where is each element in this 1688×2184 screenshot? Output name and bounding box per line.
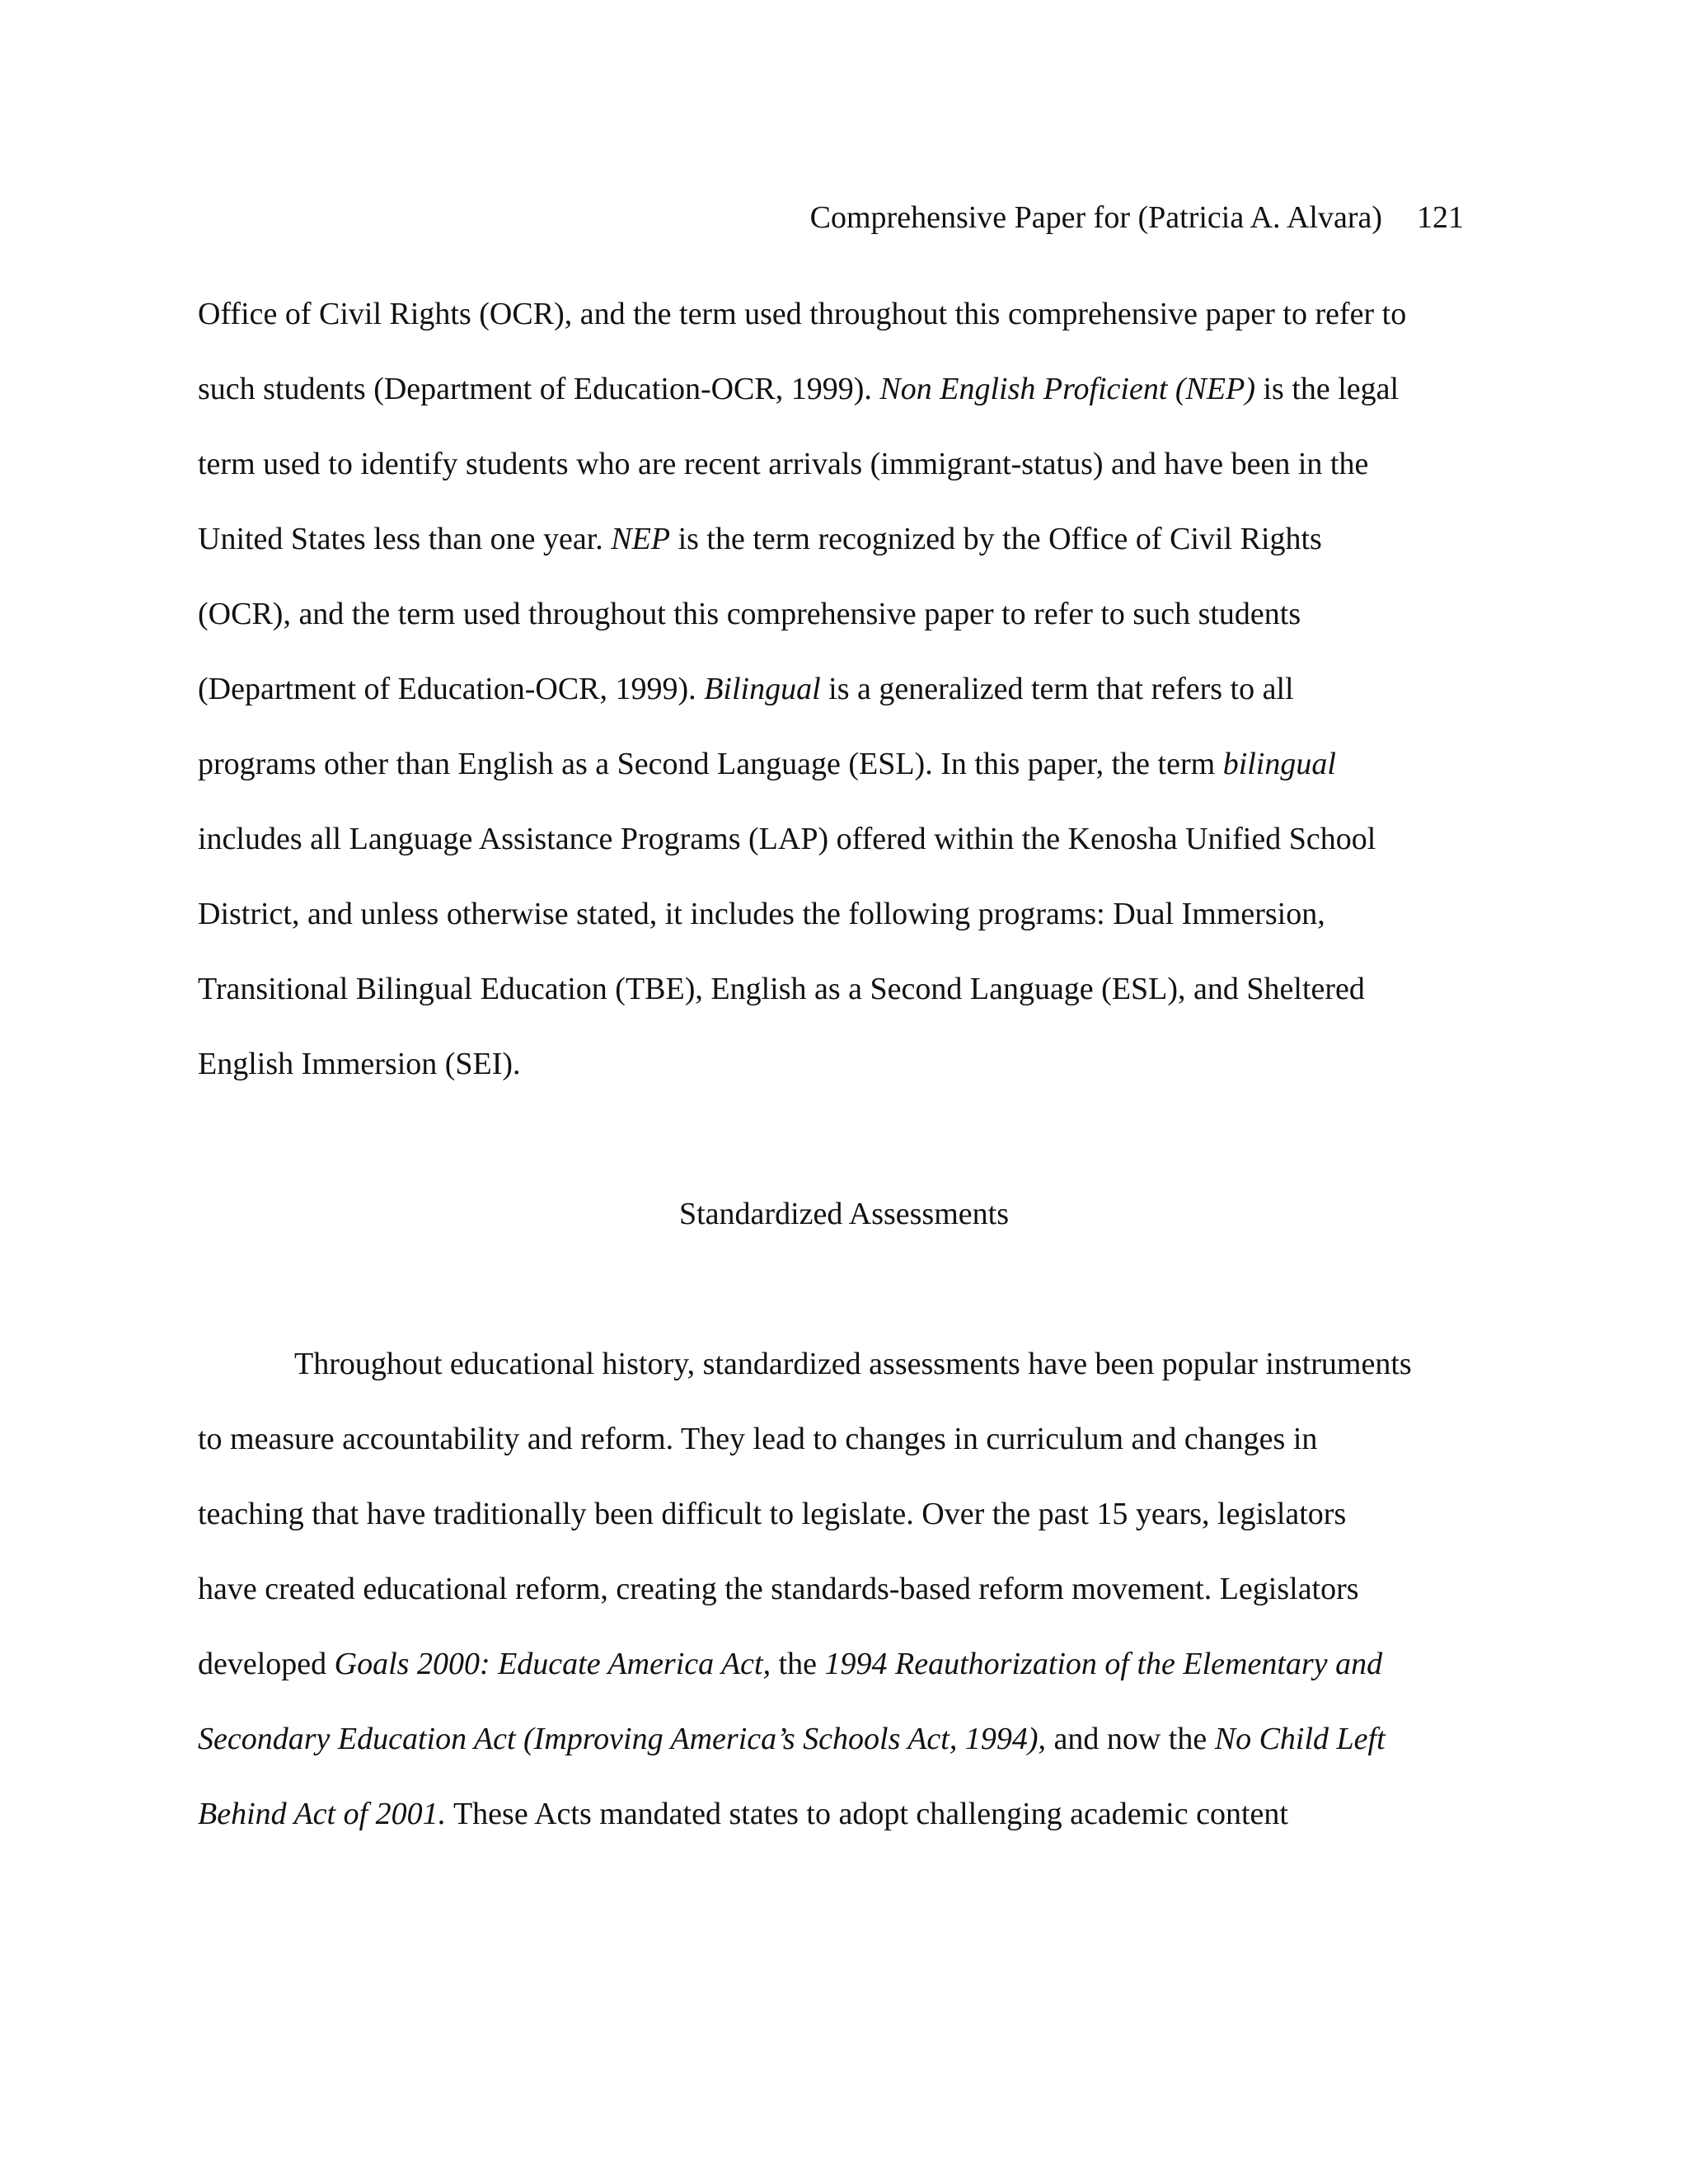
paragraph-1-line-4	[198, 516, 1322, 562]
paragraph-1-line-1	[198, 291, 1406, 337]
paragraph-2-line-1	[294, 1341, 1412, 1387]
text-run: District, and unless otherwise stated, it includes the following programs: Dual Immersion,	[198, 897, 1325, 931]
paragraph-2-line-2	[198, 1416, 1317, 1462]
text-run: These Acts mandated states to adopt challenging academic content	[446, 1797, 1288, 1831]
text-run: United States less than one year.	[198, 522, 612, 556]
paragraph-1-line-3	[198, 441, 1368, 487]
section-heading: Standardized Assessments	[678, 1197, 1009, 1231]
italic-title: Behind Act of 2001.	[198, 1797, 447, 1831]
text-run: and now the	[1046, 1722, 1215, 1756]
text-run: such students (Department of Education-OCR, 1999).	[198, 372, 880, 406]
italic-term: bilingual	[1222, 747, 1336, 781]
text-run: includes all Language Assistance Programs (LAP) offered within the Kenosha Unified School	[198, 822, 1376, 856]
paragraph-1-line-10	[198, 966, 1365, 1012]
text-run: Transitional Bilingual Education (TBE), English as a Second Language (ESL), and Sheltered	[198, 972, 1365, 1006]
text-run: (OCR), and the term used throughout this comprehensive paper to refer to such students	[198, 597, 1301, 631]
paragraph-2-line-7	[198, 1791, 1288, 1837]
paragraph-2-line-6	[198, 1716, 1386, 1762]
running-head	[810, 194, 1464, 241]
paragraph-1-line-6	[198, 666, 1294, 712]
paragraph-1-line-9	[198, 891, 1325, 937]
text-run: Throughout educational history, standardized assessments have been popular instruments	[294, 1347, 1412, 1381]
paragraph-1-line-8	[198, 816, 1376, 862]
text-run: the	[771, 1647, 825, 1681]
page-number: 121	[1417, 200, 1464, 235]
italic-term: Bilingual	[704, 672, 821, 706]
paragraph-1-line-11	[198, 1041, 521, 1087]
text-run: to measure accountability and reform. They lead to changes in curriculum and changes in	[198, 1422, 1318, 1456]
paragraph-2-line-5	[198, 1641, 1382, 1687]
paragraph-1-line-5	[198, 591, 1301, 637]
text-run: is the legal	[1254, 372, 1400, 406]
text-run: English Immersion (SEI).	[198, 1047, 521, 1081]
text-run: Office of Civil Rights (OCR), and the term used throughout this comprehensive paper to refer to	[198, 297, 1407, 331]
text-run: developed	[198, 1647, 335, 1681]
paragraph-1-line-2	[198, 366, 1399, 412]
running-title: Comprehensive Paper for (Patricia A. Alvara)	[809, 200, 1382, 235]
paragraph-1-line-7	[198, 741, 1336, 787]
italic-title: Goals 2000: Educate America Act,	[334, 1647, 771, 1681]
paragraph-2-line-3	[198, 1491, 1346, 1537]
text-run: programs other than English as a Second Language (ESL). In this paper, the term	[198, 747, 1223, 781]
text-run: (Department of Education-OCR, 1999).	[198, 672, 705, 706]
italic-title: Secondary Education Act (Improving America’s Schools Act, 1994),	[198, 1722, 1046, 1756]
italic-title: No Child Left	[1214, 1722, 1386, 1756]
italic-term: NEP	[611, 522, 671, 556]
text-run: is a generalized term that refers to all	[820, 672, 1294, 706]
text-run: is the term recognized by the Office of Civil Rights	[670, 522, 1322, 556]
text-run: have created educational reform, creating the standards-based reform movement. Legislators	[198, 1572, 1359, 1606]
text-run: term used to identify students who are recent arrivals (immigrant-status) and have been in the	[198, 447, 1369, 481]
text-run: teaching that have traditionally been difficult to legislate. Over the past 15 years, legislators	[198, 1497, 1347, 1531]
italic-title: 1994 Reauthorization of the Elementary and	[824, 1647, 1383, 1681]
italic-term: Non English Proficient (NEP)	[879, 372, 1255, 406]
paragraph-2-line-4	[198, 1566, 1359, 1612]
